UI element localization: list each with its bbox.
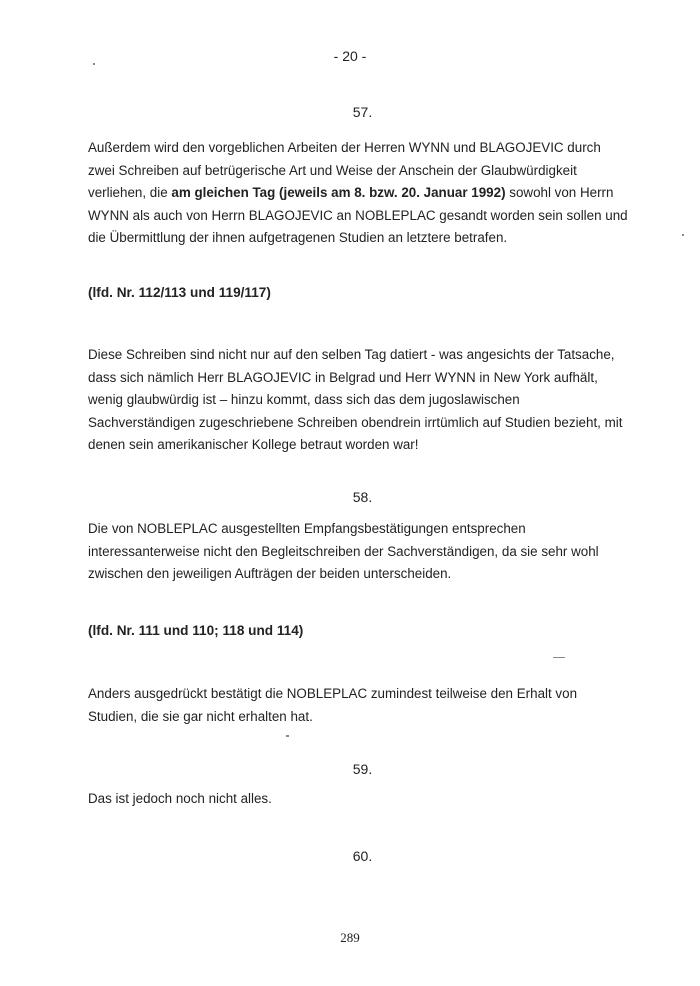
scan-speck	[286, 735, 289, 737]
scan-speck	[682, 234, 684, 236]
page-header-number: - 20 -	[333, 48, 367, 64]
reference-112-113-119-117: (lfd. Nr. 112/113 und 119/117)	[88, 285, 271, 300]
scan-speck	[93, 63, 95, 65]
section-number-60: 60.	[352, 848, 373, 864]
paragraph-partial-confirmation: Anders ausgedrückt bestätigt die NOBLEPLAC zumindest teilweise den Erhalt von Studien, die sie gar nicht erhalten hat.	[88, 686, 578, 724]
section-number-57: 57.	[352, 104, 373, 120]
paragraph-57-bold-date: am gleichen Tag (jeweils am 8. bzw. 20. Januar 1992)	[171, 185, 506, 200]
paragraph-57	[88, 137, 628, 250]
page-footer-number: 289	[340, 930, 360, 945]
paragraph-same-day: Diese Schreiben sind nicht nur auf den selben Tag datiert - was angesichts der Tatsache, dass sich nämlich Herr BLAGOJEVIC in Belgrad und Herr WYNN in New York aufhält, wenig glaubwürdig ist – hinzu kommt, dass sich das dem jugoslawischen Sachverständigen zugeschriebene Schreiben obendrein irrtümlich auf Studien bezieht, mit denen sein amerikanischer Kollege betraut worden war!	[88, 347, 623, 452]
paragraph-57-text-end: sowohl von Herrn WYNN als auch von Herrn BLAGOJEVIC an NOBLEPLAC gesandt worden sein sollen und die Übermittlung der ihnen aufgetragenen Studien an letztere betrafen.	[88, 185, 628, 245]
scan-speck	[553, 657, 565, 658]
paragraph-59: Das ist jedoch noch nicht alles.	[88, 791, 272, 806]
reference-111-110-118-114: (lfd. Nr. 111 und 110; 118 und 114)	[88, 623, 304, 638]
section-number-59: 59.	[352, 761, 373, 777]
section-number-58: 58.	[352, 489, 373, 505]
paragraph-57-text-start: Außerdem wird den vorgeblichen Arbeiten der Herren WYNN und BLAGOJEVIC durch zwei Schreiben auf betrügerische Art und Weise der Anschein der Glaubwürdigkeit verliehen, die	[88, 140, 601, 200]
paragraph-58: Die von NOBLEPLAC ausgestellten Empfangsbestätigungen entsprechen interessanterweise nicht den Begleitschreiben der Sachverständigen, da sie sehr wohl zwischen den jeweiligen Aufträgen der beiden unterscheiden.	[88, 521, 599, 581]
